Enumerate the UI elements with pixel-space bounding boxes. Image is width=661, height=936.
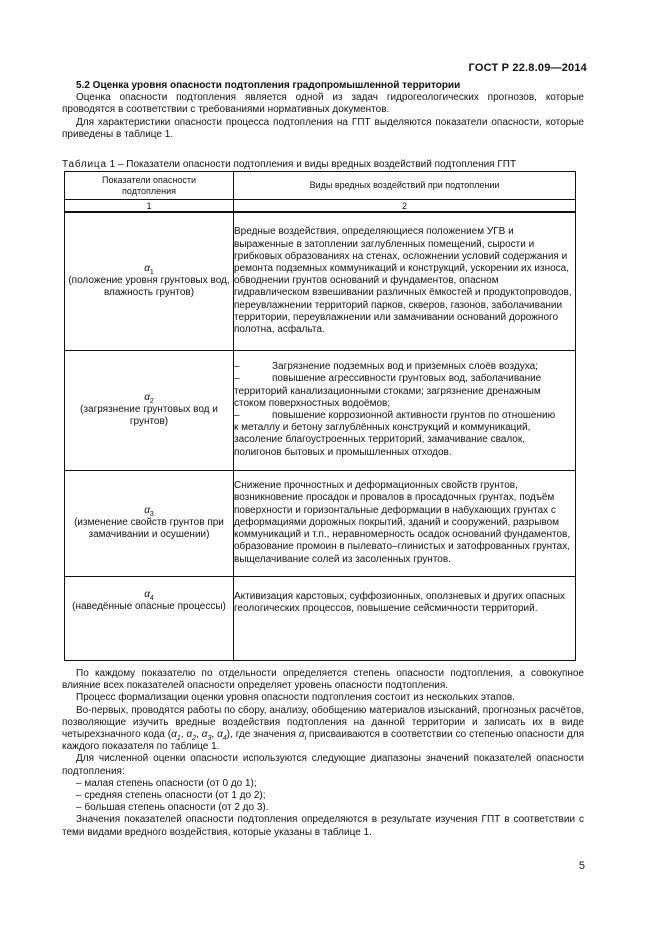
- indicator-cell: [65, 576, 234, 660]
- intro-paragraph-2: Для характеристики опасности процесса подтопления на ГПТ выделяются показатели опасности, которые приведены в таблице 1.: [62, 116, 584, 140]
- code-alpha-i: $\alpha_i$: [298, 729, 307, 743]
- effects-cell: Активизация карстовых, суффозионных, оползневых и других опасных геологических процессов, повышение сейсмичности территорий.: [234, 576, 576, 660]
- range-item: – большая степень опасности (от 2 до 3).: [76, 802, 269, 814]
- indicator-label: (положение уровня грунтовых вод, влажность грунтов): [68, 275, 230, 299]
- indicator-label: (наведённые опасные процессы): [72, 600, 226, 612]
- page-number: 5: [578, 860, 585, 872]
- effect-item: – повышение агрессивности грунтовых вод, заболачивание: [234, 373, 542, 385]
- hazard-indicators-table: [64, 171, 576, 661]
- effects-cell: Вредные воздействия, определяющиеся положением УГВ и выраженные в затоплении заглубленных помещений, сырости и грибковых образованиях на стенах, осложнении условий содержания и ремонта подземных коммуникаций и конструкций, ускорении их износа, обводнении грунтов оснований и фундаментов, опасном гидравлическом взвешивании различных ёмкостей и продуктопроводов, переувлажнении территорий парков, скверов, газонов, заболачивании территории, переувлажнении или замачивании оснований дорожного полотна, асфальта.: [234, 212, 576, 350]
- table-row: [65, 350, 576, 470]
- indicator-label: (загрязнение грунтовых вод и грунтов): [80, 403, 218, 428]
- paragraph-ranges-intro: Для численной оценки опасности используются следующие диапазоны значений показателей опасности подтопления:: [62, 753, 584, 777]
- code-alpha-1: $\alpha_1$: [171, 729, 181, 743]
- effects-cell: [234, 350, 576, 470]
- effects-cell: Снижение прочностных и деформационных свойств грунтов, возникновение просадок и провалов в просадочных грунтах, подъём поверхности и горизонтальные деформации в набухающих грунтах с деформациями дорожных покрытий, зданий и сооружений, разрывом коммуникаций и т.п., неравномерность осадок оснований фундаментов, образование промоин в пылевато–глинистых и затофрованных грунтах, выщелачивание солей из засоленных грунтов.: [234, 470, 576, 576]
- table-caption-word: Таблица: [62, 159, 107, 170]
- effect-item-continuation: к металлу и бетону заглублённых конструкций и коммуникаций, засоление благоустроенных территорий, замачивание свалок, полигонов бытовых и промышленных отходов.: [234, 422, 531, 458]
- table-caption: [62, 159, 602, 170]
- column-number-row: [65, 200, 576, 213]
- indicator-symbol: $\alpha_3$: [144, 504, 154, 518]
- paragraph-process: Процесс формализации оценки уровня опасности подтопления состоит из нескольких этапов.: [76, 692, 515, 704]
- effect-item: – повышение коррозионной активности грунтов по отношению: [234, 410, 556, 421]
- effect-item-continuation: территорий канализационными стоками; загрязнение дренажным стоком поверхностных водоёмов;: [234, 385, 541, 409]
- indicator-symbol: $\alpha_4$: [144, 588, 154, 602]
- indicator-symbol: $\alpha_1$: [144, 262, 154, 276]
- code-alpha-4: $\alpha_4$: [217, 729, 227, 743]
- effect-item: – Загрязнение подземных вод и приземных слоёв воздуха;: [234, 361, 538, 373]
- range-item: – средняя степень опасности (от 1 до 2);: [76, 790, 266, 802]
- column-number-1: 1: [65, 200, 234, 213]
- indicator-symbol: $\alpha_2$: [144, 391, 154, 405]
- table-header-row: [65, 172, 576, 200]
- column-number-2: 2: [234, 200, 576, 213]
- header-effects: Виды вредных воздействий при подтоплении: [234, 172, 576, 200]
- paragraph-first-stage: Во-первых, проводятся работы по сбору, анализу, обобщению материалов изысканий, прогнозных расчётов, позволяющие изучить вредные воздействия подтопления на данной территории и записать их в виде четырехзначного кода ($\alpha_1$, $\alpha_2$, $\alpha_3$, $\alpha_4$), где значения $\alpha_i$ присваиваются в соответствии со степенью опасности для каждого показателя по таблице 1.: [62, 704, 585, 753]
- indicator-cell: [65, 212, 234, 350]
- indicator-cell: [65, 350, 234, 470]
- paragraph-values: Значения показателей опасности подтопления определяются в результате изучения ГПТ в соответствии с теми видами вредного воздействия, которые указаны в таблице 1.: [62, 814, 584, 838]
- range-item: – малая степень опасности (от 0 до 1);: [76, 777, 257, 789]
- table-row: [65, 212, 576, 350]
- section-intro: [62, 80, 584, 141]
- indicator-label: (изменение свойств грунтов при замачивании и осушении): [74, 516, 224, 541]
- intro-paragraph-1: Оценка опасности подтопления является одной из задач гидрогеологических прогнозов, которые проводятся в соответствии с требованиями нормативных документов.: [62, 92, 584, 116]
- document-code: ГОСТ Р 22.8.09—2014: [468, 62, 587, 74]
- paragraph-by-indicator: По каждому показателю по отдельности определяется степень опасности подтопления, а совокупное влияние всех показателей опасности определяет уровень опасности подтопления.: [62, 668, 584, 692]
- table-row: [65, 576, 576, 660]
- table-caption-text: 1 – Показатели опасности подтопления и виды вредных воздействий подтопления ГПТ: [106, 159, 517, 170]
- code-alpha-3: $\alpha_3$: [201, 729, 212, 743]
- header-indicators: Показатели опасности подтопления: [65, 172, 234, 200]
- body-text: [62, 668, 584, 839]
- table-row: [65, 470, 576, 576]
- section-title: 5.2 Оценка уровня опасности подтопления градопромышленной территории: [76, 80, 461, 91]
- indicator-cell: [65, 470, 234, 576]
- code-alpha-2: $\alpha_2$: [186, 729, 197, 743]
